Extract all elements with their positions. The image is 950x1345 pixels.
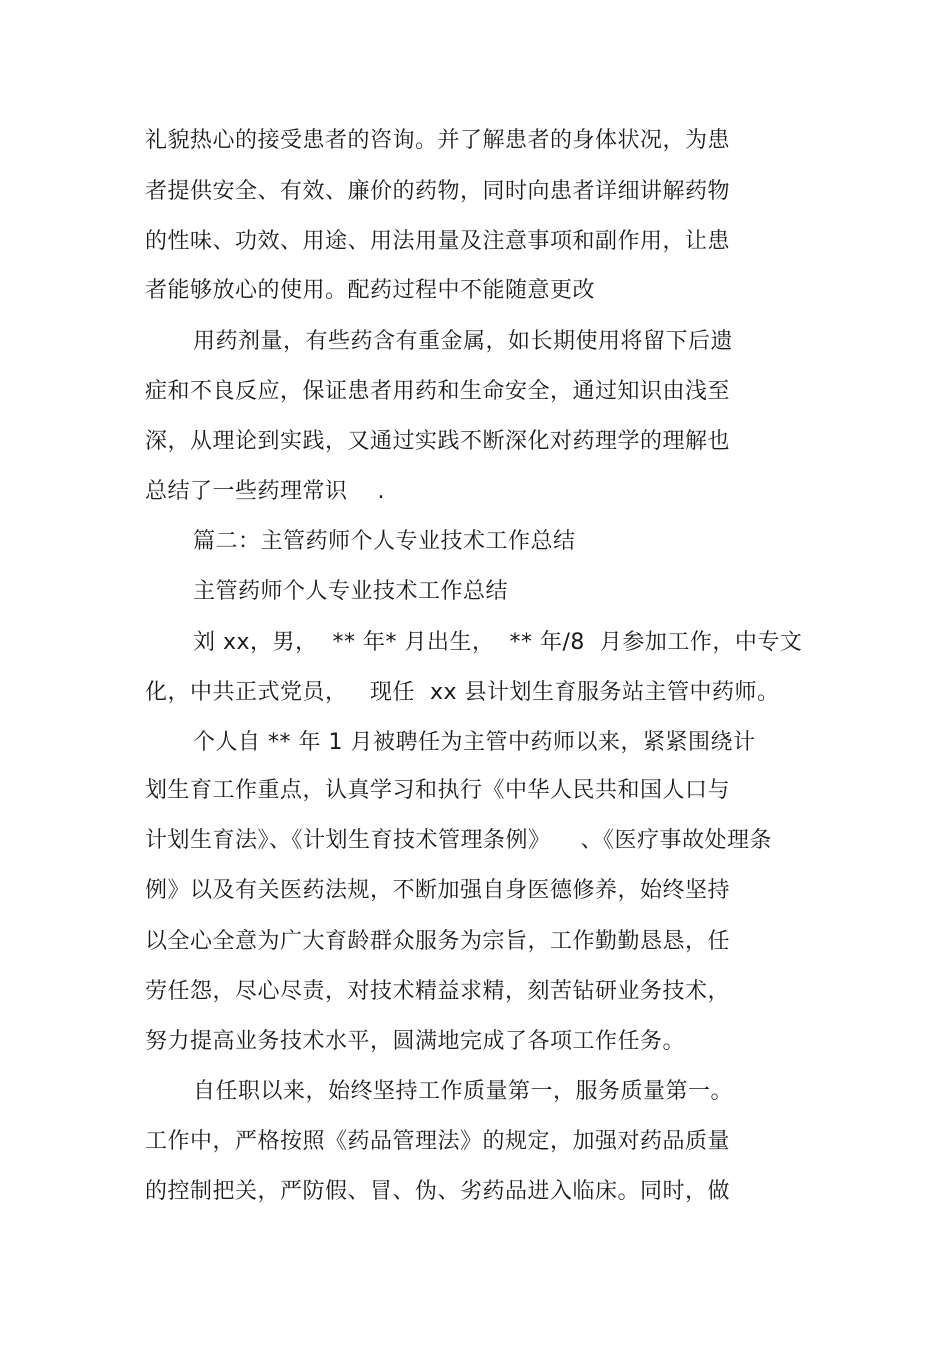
paragraph-start-line: 刘 xx，男， ** 年* 月出生， ** 年/8 月参加工作，中专文 — [193, 630, 803, 655]
text-line: 劳任怨，尽心尽责，对技术精益求精，刻苦钻研业务技术， — [145, 979, 731, 1004]
text-line: 总结了一些药理常识 . — [145, 479, 385, 504]
article-title: 主管药师个人专业技术工作总结 — [193, 579, 509, 604]
text-line: 例》以及有关医药法规，不断加强自身医德修养，始终坚持 — [145, 878, 731, 903]
text-line: 礼貌热心的接受患者的咨询。并了解患者的身体状况，为患 — [145, 128, 731, 153]
text-line: 计划生育法》、《计划生育技术管理条例》 、《医疗事故处理条 — [145, 828, 772, 853]
text-line: 努力提高业务技术水平，圆满地完成了各项工作任务。 — [145, 1029, 686, 1054]
text-line: 者提供安全、有效、廉价的药物，同时向患者详细讲解药物 — [145, 179, 731, 204]
text-line: 以全心全意为广大育龄群众服务为宗旨，工作勤勤恳恳，任 — [145, 929, 731, 954]
paragraph-start-line: 个人自 ** 年 1 月被聘任为主管中药师以来，紧紧围绕计 — [193, 730, 756, 755]
text-line: 工作中，严格按照《药品管理法》的规定，加强对药品质量 — [145, 1129, 731, 1154]
text-line: 化，中共正式党员， 现任 xx 县计划生育服务站主管中药师。 — [145, 680, 780, 705]
paragraph-start-line: 用药剂量，有些药含有重金属，如长期使用将留下后遗 — [193, 329, 734, 354]
text-line: 深，从理论到实践，又通过实践不断深化对药理学的理解也 — [145, 429, 731, 454]
section-heading: 篇二：主管药师个人专业技术工作总结 — [193, 529, 576, 554]
paragraph-start-line: 自任职以来，始终坚持工作质量第一，服务质量第一。 — [193, 1079, 734, 1104]
text-line: 的控制把关，严防假、冒、伪、劣药品进入临床。同时，做 — [145, 1179, 731, 1204]
text-line: 者能够放心的使用。配药过程中不能随意更改 — [145, 278, 596, 303]
text-line: 的性味、功效、用途、用法用量及注意事项和副作用，让患 — [145, 229, 731, 254]
text-line: 划生育工作重点，认真学习和执行《中华人民共和国人口与 — [145, 778, 731, 803]
text-line: 症和不良反应，保证患者用药和生命安全，通过知识由浅至 — [145, 379, 731, 404]
